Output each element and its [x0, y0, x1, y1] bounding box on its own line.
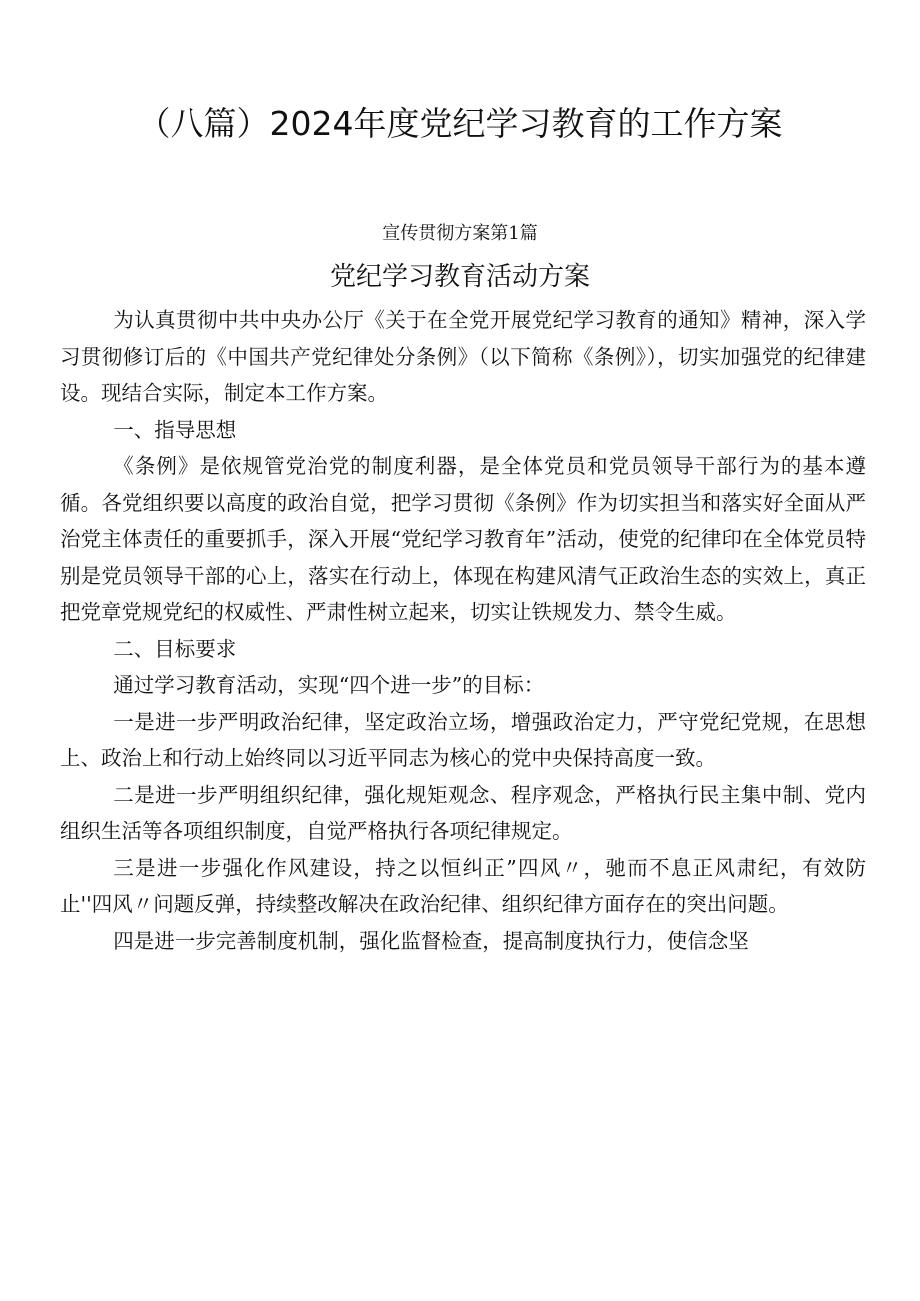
paragraph: 一是进一步严明政治纪律，坚定政治立场，增强政治定力，严守党纪党规，在思想上、政治上和行动上始终同以习近平同志为核心的党中央保持高度一致。 — [60, 709, 866, 770]
section-heading: 二、目标要求 — [113, 636, 237, 661]
document-body — [60, 302, 866, 959]
section-title: 党纪学习教育活动方案 — [329, 262, 590, 292]
paragraph: 四是进一步完善制度机制，强化监督检查，提高制度执行力，使信念坚 — [113, 928, 749, 953]
section-label: 宣传贯彻方案第1篇 — [382, 223, 538, 244]
paragraph: 二是进一步严明组织纪律，强化规矩观念、程序观念，严格执行民主集中制、党内组织生活等各项组织制度，自觉严格执行各项纪律规定。 — [60, 782, 866, 843]
section-heading: 一、指导思想 — [113, 417, 237, 442]
paragraph: 通过学习教育活动，实现“四个进一步”的目标： — [113, 673, 545, 697]
document-title: （八篇）2024年度党纪学习教育的工作方案 — [137, 104, 783, 143]
paragraph: 为认真贯彻中共中央办公厅《关于在全党开展党纪学习教育的通知》精神，深入学习贯彻修订后的《中国共产党纪律处分条例》（以下简称《条例》），切实加强党的纪律建设。现结合实际，制定本工作方案。 — [60, 308, 866, 405]
paragraph: 三是进一步强化作风建设，持之以恒纠正”四风〃，驰而不息正风肃纪，有效防止''四风〃问题反弹，持续整改解决在政治纪律、组织纪律方面存在的突出问题。 — [60, 855, 866, 916]
paragraph: 《条例》是依规管党治党的制度利器，是全体党员和党员领导干部行为的基本遵循。各党组织要以高度的政治自觉，把学习贯彻《条例》作为切实担当和落实好全面从严治党主体责任的重要抓手，深入开展“党纪学习教育年”活动，使党的纪律印在全体党员特别是党员领导干部的心上，落实在行动上，体现在构建风清气正政治生态的实效上，真正把党章党规党纪的权威性、严肃性树立起来，切实让铁规发力、禁令生威。 — [60, 454, 866, 624]
